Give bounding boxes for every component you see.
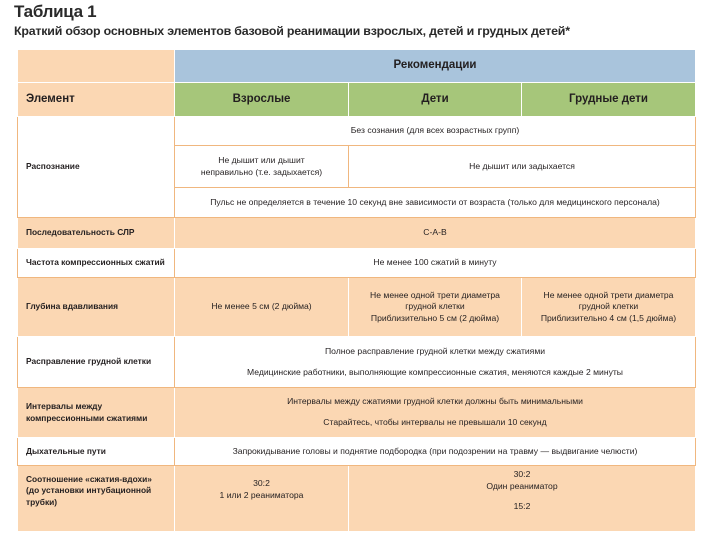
depth-infants-line-2: грудной клетки xyxy=(578,301,639,312)
row-label-rate: Частота компрессионных сжатий xyxy=(18,249,175,278)
ratio-label-line-3: трубки) xyxy=(26,496,58,507)
table-subcaption: Краткий обзор основных элементов базовой реанимации взрослых, детей и грудных детей* xyxy=(14,24,570,38)
interruptions-line-2: Старайтесь, чтобы интервалы не превышали 10 секунд xyxy=(323,417,547,427)
depth-infants-line-1: Не менее одной трети диаметра xyxy=(543,289,674,300)
header-infants: Грудные дети xyxy=(522,83,696,117)
depth-infants xyxy=(522,278,696,337)
depth-children-line-1: Не менее одной трети диаметра xyxy=(370,289,500,300)
ratio-children-line-3: 15:2 xyxy=(513,501,531,512)
interruptions-line-1: Интервалы между сжатиями грудной клетки должны быть минимальными xyxy=(287,396,583,407)
recoil-line-2: Медицинские работники, выполняющие компрессионные сжатия, меняются каждые 2 минуты xyxy=(247,366,623,377)
header-empty-cell xyxy=(18,50,175,83)
ratio-children-line-2: Один реаниматор xyxy=(486,480,558,491)
ratio-label-line-1: Соотношение «сжатия-вдохи» xyxy=(26,474,152,484)
table-caption: Таблица 1 xyxy=(14,2,97,21)
recoil-line-1: Полное расправление грудной клетки между сжатиями xyxy=(324,345,546,356)
recognition-adults-line-2: неправильно (т.е. задыхается) xyxy=(200,166,323,177)
ratio-label-line-2: (до установки интубационной xyxy=(26,485,152,496)
header-recommendations: Рекомендации xyxy=(175,50,696,83)
depth-children-line-2: грудной клетки xyxy=(405,301,465,312)
header-adults: Взрослые xyxy=(175,83,349,117)
bls-table xyxy=(17,49,696,532)
row-label-interruptions xyxy=(18,388,175,438)
row-label-airway: Дыхательные пути xyxy=(18,438,175,466)
depth-adults: Не менее 5 см (2 дюйма) xyxy=(175,278,349,337)
depth-infants-line-3: Приблизительно 4 см (1,5 дюйма) xyxy=(540,312,677,323)
ratio-children-line-1: 30:2 xyxy=(513,469,531,479)
row-label-recoil: Расправление грудной клетки xyxy=(18,337,175,388)
ratio-adults-line-2: 1 или 2 реаниматора xyxy=(219,489,304,500)
interruptions-label-line-1: Интервалы между xyxy=(26,401,103,412)
depth-children xyxy=(349,278,522,337)
recognition-unconscious: Без сознания (для всех возрастных групп) xyxy=(175,117,696,146)
recognition-children-breathing: Не дышит или задыхается xyxy=(349,146,696,188)
recognition-pulse: Пульс не определяется в течение 10 секунд вне зависимости от возраста (только для медицинского персонала) xyxy=(175,188,696,218)
recognition-adults-breathing xyxy=(175,146,349,188)
row-label-ratio xyxy=(18,466,175,532)
ratio-adults xyxy=(175,466,349,532)
ratio-adults-line-1: 30:2 xyxy=(253,478,270,488)
row-label-recognition: Распознание xyxy=(18,117,175,218)
interruptions-label-line-2: компрессионными сжатиями xyxy=(26,412,148,423)
rate-value: Не менее 100 сжатий в минуту xyxy=(175,249,696,278)
recoil-value xyxy=(175,337,696,388)
ratio-children-infants xyxy=(349,466,696,532)
depth-children-line-3: Приблизительно 5 см (2 дюйма) xyxy=(370,312,500,323)
sequence-value: C-A-B xyxy=(175,218,696,249)
header-element: Элемент xyxy=(18,83,175,117)
header-children: Дети xyxy=(349,83,522,117)
recognition-adults-line-1: Не дышит или дышит xyxy=(218,154,305,165)
row-label-depth: Глубина вдавливания xyxy=(18,278,175,337)
airway-value: Запрокидывание головы и поднятие подбородка (при подозрении на травму — выдвигание челюсти) xyxy=(175,438,696,466)
row-label-sequence: Последовательность СЛР xyxy=(18,218,175,249)
interruptions-value xyxy=(175,388,696,438)
